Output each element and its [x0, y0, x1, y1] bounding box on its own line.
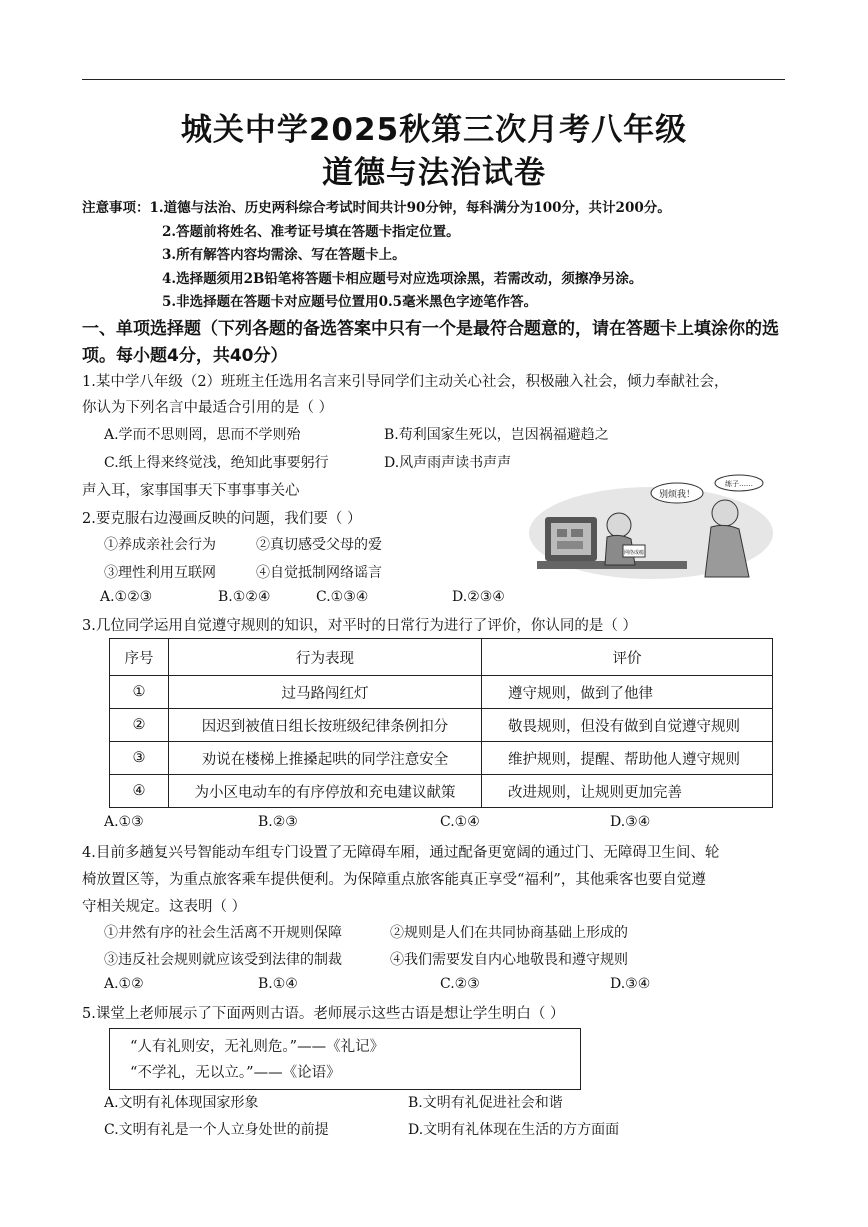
table-header-cell: 评价	[482, 639, 773, 676]
note-item: 5.非选择题在答题卡对应题号位置用0.5毫米黑色字迹笔作答。	[162, 294, 538, 310]
q4-stem-line1: 4.目前多趟复兴号智能动车组专门设置了无障碍车厢，通过配备更宽阔的通过门、无障碍卫生间、轮	[82, 845, 720, 861]
note-item: 3.所有解答内容均需涂、写在答题卡上。	[162, 247, 406, 263]
table-cell: ②	[110, 709, 169, 742]
q4-stem-line3: 守相关规定。这表明（ ）	[82, 899, 247, 915]
note-item: 1.道德与法治、历史两科综合考试时间共计90分钟，每科满分为100分，共计200分。	[149, 200, 671, 216]
table-cell: 维护规则，提醒、帮助他人遵守规则	[482, 742, 773, 775]
table-cell: 为小区电动车的有序停放和充电建议献策	[169, 775, 482, 808]
q1-option-d-continued: 声入耳，家事国事天下事事事关心	[82, 483, 300, 499]
table-row	[110, 676, 773, 709]
q2-option-b: B.①②④	[218, 589, 271, 605]
q5-option-a: A.文明有礼体现国家形象	[104, 1095, 259, 1111]
q1-stem-line1: 1.某中学八年级（2）班班主任选用名言来引导同学们主动关心社会，积极融入社会，倾力奉献社会，	[82, 374, 729, 390]
q5-quote-1: “人有礼则安，无礼则危。”——《礼记》	[130, 1039, 385, 1055]
q4-option-b: B.①④	[258, 976, 298, 992]
mother-head	[712, 500, 738, 526]
q1-option-a: A.学而不思则罔，思而不学则殆	[104, 427, 301, 443]
q2-statement-1: ①养成亲社会行为	[104, 537, 216, 553]
table-header-row	[110, 639, 773, 676]
table-cell: ④	[110, 775, 169, 808]
q2-statement-2: ②真切感受父母的爱	[256, 537, 382, 553]
q3-option-b: B.②③	[258, 814, 298, 830]
addiction-tag-text: 网络成瘾	[623, 550, 645, 556]
q4-statement-2: ②规则是人们在共同协商基础上形成的	[390, 925, 628, 941]
q4-statement-3: ③违反社会规则就应该受到法律的制裁	[104, 952, 342, 968]
q5-option-d: D.文明有礼体现在生活的方方面面	[408, 1122, 620, 1138]
table-cell: 过马路闯红灯	[169, 676, 482, 709]
top-rule	[82, 79, 785, 80]
table-header-cell: 行为表现	[169, 639, 482, 676]
table-row	[110, 742, 773, 775]
q1-option-b: B.苟利国家生死以，岂因祸福避趋之	[384, 427, 609, 443]
q1-option-c: C.纸上得来终觉浅，绝知此事要躬行	[104, 455, 329, 471]
q3-option-a: A.①③	[104, 814, 144, 830]
note-item: 4.选择题须用2B铅笔将答题卡相应题号对应选项涂黑，若需改动，须擦净另涂。	[162, 270, 643, 287]
q5-option-b: B.文明有礼促进社会和谐	[408, 1095, 563, 1111]
boy-head	[607, 513, 631, 537]
table-row	[110, 775, 773, 808]
table-row	[110, 709, 773, 742]
q1-stem-line2: 你认为下列名言中最适合引用的是（ ）	[82, 400, 334, 416]
exam-title-line1: 城关中学2025秋第三次月考八年级	[180, 112, 688, 148]
exam-notes	[82, 197, 671, 315]
q4-statement-1: ①井然有序的社会生活离不开规则保障	[104, 925, 342, 941]
notes-label: 注意事项：	[82, 200, 150, 216]
monitor-screen	[551, 523, 591, 555]
q2-option-c: C.①③④	[316, 589, 369, 605]
q5-quote-box	[109, 1028, 581, 1090]
note-item: 2.答题前将姓名、准考证号填在答题卡指定位置。	[162, 223, 460, 240]
q2-stem: 2.要克服右边漫画反映的问题，我们要（ ）	[82, 511, 362, 527]
internet-addiction-cartoon	[527, 473, 775, 583]
q5-option-c: C.文明有礼是一个人立身处世的前提	[104, 1122, 329, 1138]
table-cell: 改进规则，让规则更加完善	[482, 775, 773, 808]
q4-statement-4: ④我们需要发自内心地敬畏和遵守规则	[390, 952, 628, 968]
table-cell: 劝说在楼梯上推搡起哄的同学注意安全	[169, 742, 482, 775]
q2-statement-4: ④自觉抵制网络谣言	[256, 565, 382, 581]
exam-title-line2: 道德与法治试卷	[322, 155, 546, 191]
q4-option-a: A.①②	[104, 976, 144, 992]
table-cell: ①	[110, 676, 169, 709]
table-header-cell: 序号	[110, 639, 169, 676]
q3-option-c: C.①④	[440, 814, 480, 830]
q2-statement-3: ③理性利用互联网	[104, 565, 216, 581]
q3-stem: 3.几位同学运用自觉遵守规则的知识，对平时的日常行为进行了评价，你认同的是（ ）	[82, 618, 637, 634]
q2-option-a: A.①②③	[100, 589, 153, 605]
table-cell: ③	[110, 742, 169, 775]
q5-quote-2: “不学礼，无以立。”——《论语》	[130, 1065, 341, 1081]
speech-bubble-mother-text: 练子……	[725, 480, 753, 488]
table-cell: 因迟到被值日组长按班级纪律条例扣分	[169, 709, 482, 742]
speech-bubble-boy-text: 别烦我！	[658, 490, 696, 500]
q3-table	[109, 638, 773, 808]
q4-option-c: C.②③	[440, 976, 480, 992]
section-heading: 一、单项选择题（下列各题的备选答案中只有一个是最符合题意的，请在答题卡上填涂你的选项。每小题4分，共40分）	[82, 319, 779, 366]
q2-option-d: D.②③④	[452, 589, 505, 605]
table-cell: 敬畏规则，但没有做到自觉遵守规则	[482, 709, 773, 742]
q4-option-d: D.③④	[610, 976, 651, 992]
q4-stem-line2: 椅放置区等，为重点旅客乘车提供便利。为保障重点旅客能真正享受“福利”，其他乘客也要自觉遵	[82, 872, 706, 888]
table-cell: 遵守规则，做到了他律	[482, 676, 773, 709]
q3-option-d: D.③④	[610, 814, 651, 830]
q5-stem: 5.课堂上老师展示了下面两则古语。老师展示这些古语是想让学生明白（ ）	[82, 1006, 565, 1022]
q1-option-d: D.风声雨声读书声声	[384, 455, 512, 471]
